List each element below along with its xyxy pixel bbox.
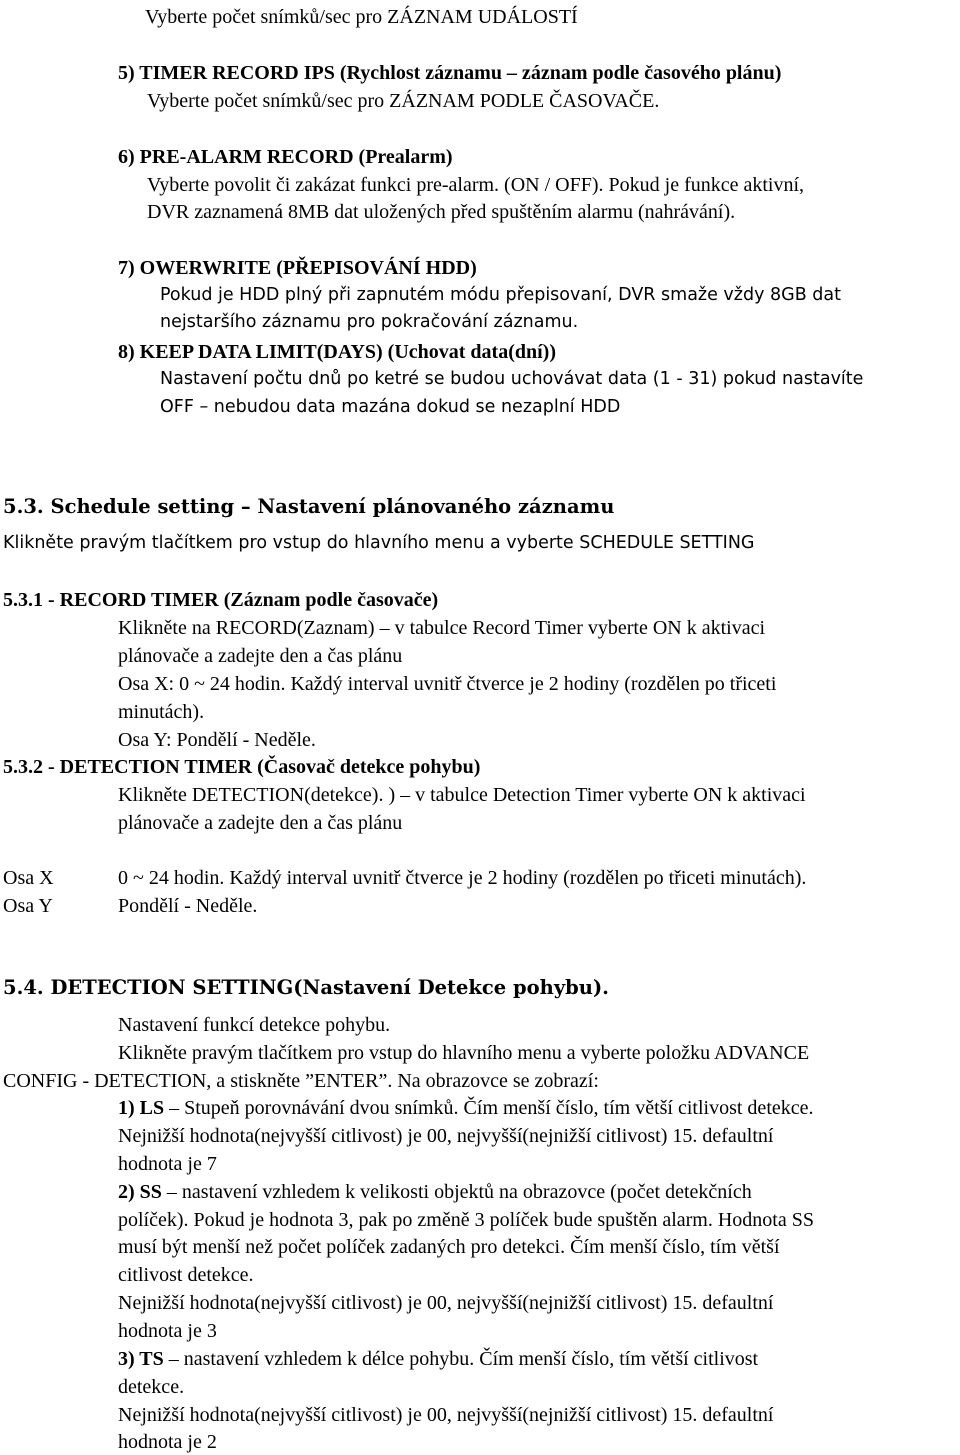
osa-y-label: Osa Y (3, 895, 53, 917)
text-line: hodnota je 7 (118, 1153, 217, 1175)
text-line: hodnota je 3 (118, 1320, 217, 1342)
text-line: CONFIG - DETECTION, a stiskněte ”ENTER”. Na obrazovce se zobrazí: (3, 1070, 599, 1092)
text-line: Osa X: 0 ~ 24 hodin. Každý interval uvnitř čtverce je 2 hodiny (rozdělen po třiceti (118, 673, 777, 695)
text-line: DVR zaznamená 8MB dat uložených před spuštěním alarmu (nahrávání). (147, 201, 736, 223)
item-8-heading: 8) KEEP DATA LIMIT(DAYS) (Uchovat data(dní)) (118, 341, 556, 363)
ts-line (118, 1348, 758, 1370)
item-7-heading: 7) OWERWRITE (PŘEPISOVÁNÍ HDD) (118, 257, 477, 279)
text-line: Nejnižší hodnota(nejvyšší citlivost) je 00, nejvyšší(nejnižší citlivost) 15. defaultní (118, 1404, 774, 1426)
ts-heading: 3) TS (118, 1348, 164, 1370)
ls-text: – Stupeň porovnávání dvou snímků. Čím menší číslo, tím větší citlivost detekce. (164, 1097, 814, 1119)
item-6-heading: 6) PRE-ALARM RECORD (Prealarm) (118, 146, 453, 168)
text-line: Nastavení počtu dnů po ketré se budou uchovávat data (1 - 31) pokud nastavíte (160, 369, 864, 389)
ts-text: – nastavení vzhledem k délce pohybu. Čím menší číslo, tím větší citlivost (163, 1348, 759, 1370)
text-line: musí být menší než počet políček zadaných pro detekci. Čím menší číslo, tím větší (118, 1236, 780, 1258)
section-5-3-1-heading: 5.3.1 - RECORD TIMER (Záznam podle časovače) (3, 589, 439, 611)
text-line: detekce. (118, 1376, 185, 1398)
osa-x-label: Osa X (3, 867, 54, 889)
item-5-heading: 5) TIMER RECORD IPS (Rychlost záznamu – záznam podle časového plánu) (118, 62, 782, 84)
ls-line (118, 1097, 814, 1119)
text-line: hodnota je 2 (118, 1431, 217, 1453)
text-line: Klikněte pravým tlačítkem pro vstup do hlavního menu a vyberte položku ADVANCE (118, 1042, 810, 1064)
text-line: Klikněte na RECORD(Zaznam) – v tabulce Record Timer vyberte ON k aktivaci (118, 617, 766, 639)
text-line: Vyberte počet snímků/sec pro ZÁZNAM PODLE ČASOVAČE. (147, 90, 660, 112)
text-line: Klikněte DETECTION(detekce). ) – v tabulce Detection Timer vyberte ON k aktivaci (118, 784, 806, 806)
osa-x-text: 0 ~ 24 hodin. Každý interval uvnitř čtverce je 2 hodiny (rozdělen po třiceti minutách). (118, 867, 807, 889)
text-line: OFF – nebudou data mazána dokud se nezaplní HDD (160, 397, 621, 417)
ss-text: – nastavení vzhledem k velikosti objektů na obrazovce (počet detekčních (161, 1181, 752, 1203)
text-line: Klikněte pravým tlačítkem pro vstup do hlavního menu a vyberte SCHEDULE SETTING (3, 533, 755, 553)
text-line: plánovače a zadejte den a čas plánu (118, 645, 403, 667)
section-5-4-heading: 5.4. DETECTION SETTING(Nastavení Detekce pohybu). (3, 976, 609, 999)
ss-heading: 2) SS (118, 1181, 162, 1203)
ls-heading: 1) LS (118, 1097, 165, 1119)
osa-y-text: Pondělí - Neděle. (118, 895, 258, 917)
section-5-3-heading: 5.3. Schedule setting – Nastavení plánovaného záznamu (3, 495, 615, 518)
ss-line (118, 1181, 752, 1203)
text-line: plánovače a zadejte den a čas plánu (118, 812, 403, 834)
text-line: Osa Y: Pondělí - Neděle. (118, 729, 316, 751)
text-line: Vyberte počet snímků/sec pro ZÁZNAM UDÁLOSTÍ (145, 6, 578, 28)
text-line: Nastavení funkcí detekce pohybu. (118, 1014, 391, 1036)
text-line: Vyberte povolit či zakázat funkci pre-alarm. (ON / OFF). Pokud je funkce aktivní, (147, 174, 805, 196)
text-line: nejstaršího záznamu pro pokračování záznamu. (160, 312, 579, 332)
text-line: minutách). (118, 701, 205, 723)
text-line: políček). Pokud je hodnota 3, pak po změně 3 políček bude spuštěn alarm. Hodnota SS (118, 1209, 814, 1231)
text-line: Nejnižší hodnota(nejvyšší citlivost) je 00, nejvyšší(nejnižší citlivost) 15. defaultní (118, 1292, 774, 1314)
text-line: citlivost detekce. (118, 1264, 254, 1286)
text-line: Nejnižší hodnota(nejvyšší citlivost) je 00, nejvyšší(nejnižší citlivost) 15. defaultní (118, 1125, 774, 1147)
section-5-3-2-heading: 5.3.2 - DETECTION TIMER (Časovač detekce pohybu) (3, 756, 481, 778)
text-line: Pokud je HDD plný při zapnutém módu přepisovaní, DVR smaže vždy 8GB dat (160, 285, 841, 305)
